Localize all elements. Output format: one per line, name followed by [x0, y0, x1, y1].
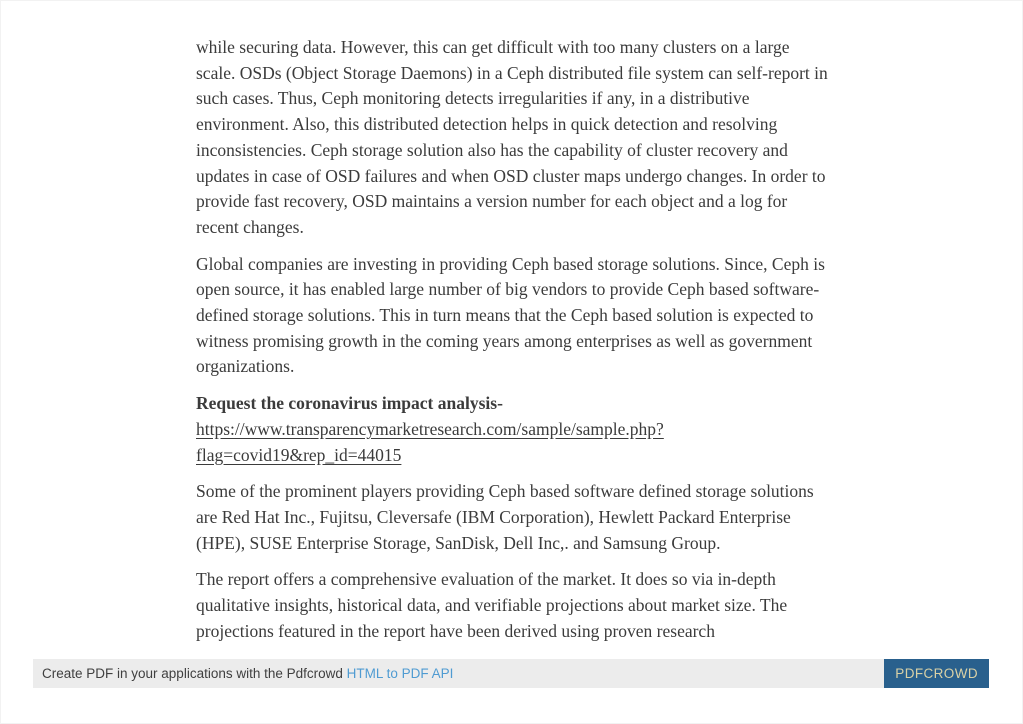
paragraph-ceph-monitoring: while securing data. However, this can get difficult with too many clusters on a large scale. OSDs (Object Storage Daemons) in a Ceph distributed file system can self-report in such cases. Thus, Ceph monitoring detects irregularities if any, in a distributive environment. Also, this distributed detection helps in quick detection and resolving inconsistencies. Ceph storage solution also has the capability of cluster recovery and updates in case of OSD failures and when OSD cluster maps undergo changes. In order to provide fast recovery, OSD maintains a version number for each object and a log for recent changes. [196, 37, 828, 237]
request-analysis-heading: Request the coronavirus impact analysis- [196, 393, 503, 414]
footer-message-text: Create PDF in your applications with the Pdfcrowd [42, 666, 347, 681]
paragraph-report-overview: The report offers a comprehensive evaluation of the market. It does so via in-depth qualitative insights, historical data, and verifiable projections about market size. The projections featured in the report have been derived using proven research [196, 569, 788, 641]
paragraph-prominent-players: Some of the prominent players providing Ceph based software defined storage solutions are Red Hat Inc., Fujitsu, Cleversafe (IBM Corporation), Hewlett Packard Enterprise (HPE), SUSE Enterprise Storage, SanDisk, Dell Inc,. and Samsung Group. [196, 481, 814, 553]
sample-request-link-line1: https://www.transparencymarketresearch.com/sample/sample.php? [196, 418, 664, 439]
sample-request-link[interactable] [196, 417, 828, 468]
pdfcrowd-footer-bar [33, 659, 989, 688]
paragraph-global-companies: Global companies are investing in providing Ceph based storage solutions. Since, Ceph is open source, it has enabled large number of big vendors to provide Ceph based software- defined storage solutions. This in turn means that the Ceph based solution is expected to witness promising growth in the coming years among enterprises as well as government organizations. [196, 253, 825, 377]
sample-request-link-line2: flag=covid19&rep_id=44015 [196, 444, 402, 465]
pdfcrowd-badge-button[interactable]: PDFCROWD [884, 659, 989, 688]
document-body [196, 35, 828, 655]
footer-message [42, 666, 453, 681]
sample-request-link-block [196, 417, 828, 468]
html-to-pdf-api-link[interactable]: HTML to PDF API [346, 666, 454, 681]
